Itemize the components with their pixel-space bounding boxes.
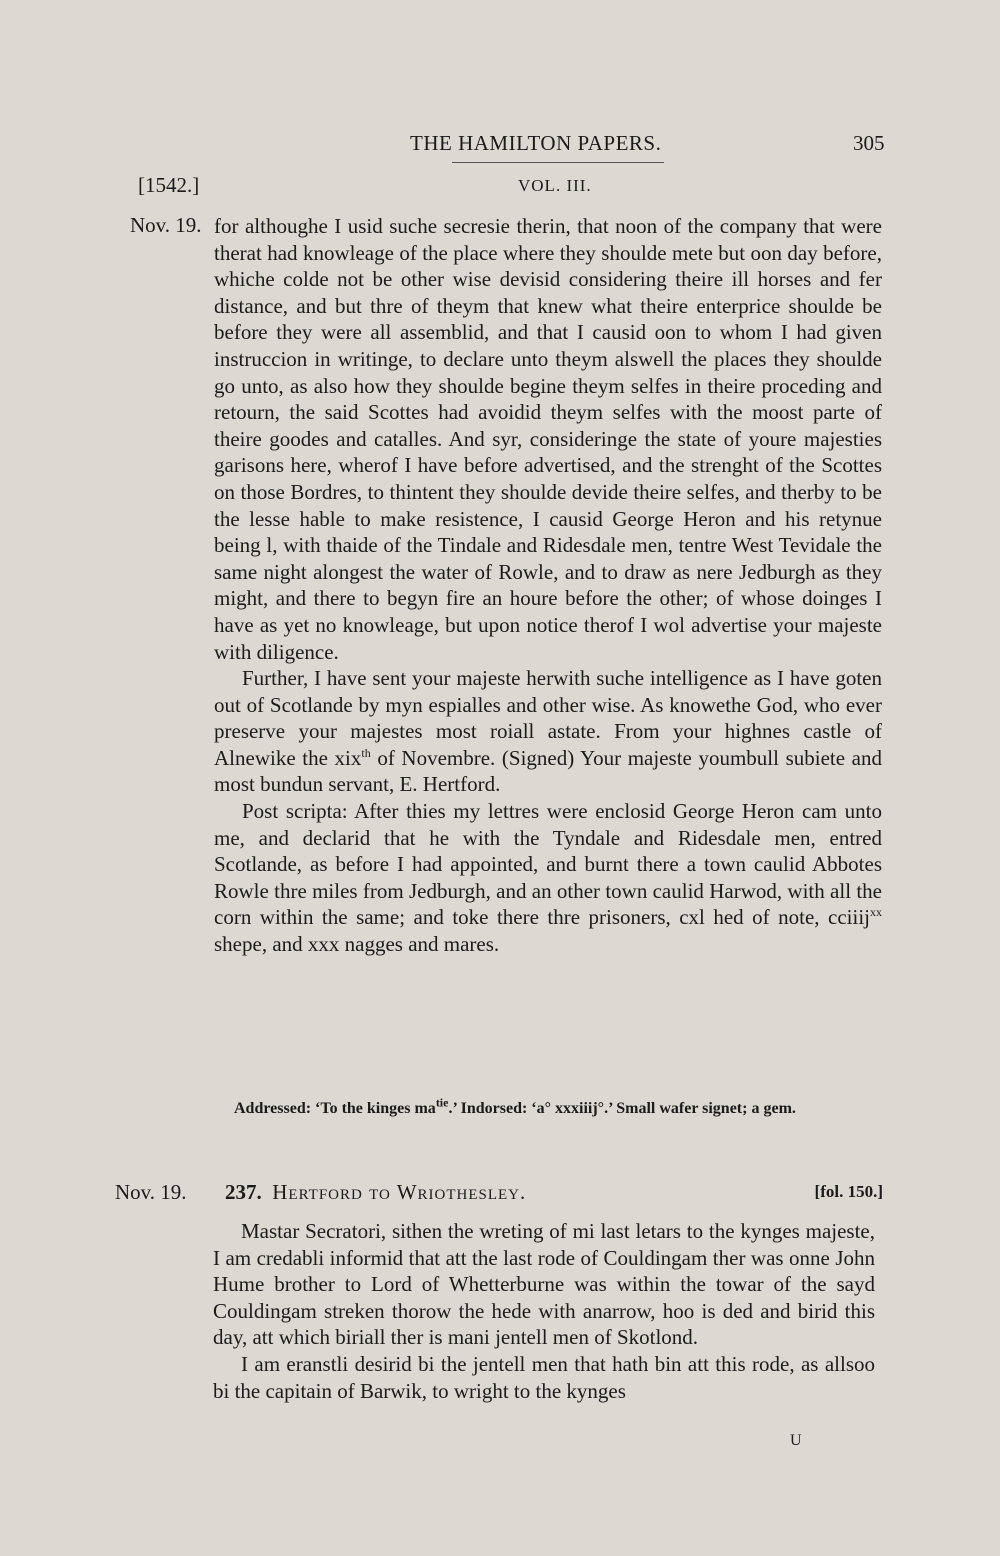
- postscript-paragraph: Post scripta: After thies my lettres were enclosid George Heron cam unto me, and declarid that he with the Tyndale and Ridesdale men, entred Scotlande, as before I had appointed, and burnt there a town caulid Abbotes Rowle thre miles from Jedburgh, and an other town caulid Harwod, with all the corn within the same; and toke there thre prisoners, cxl hed of note, cciiij$^{xx}$ shepe, and xxx nagges and mares.: [214, 799, 882, 957]
- paragraph: for althoughe I usid suche secresie therin, that noon of the company that were therat had knowleage of the place where they shoulde mete but oon day before, whiche colde not be other wise devisid considering theire ill horses and fer distance, and but thre of theym that knew what theire enterprice shoulde be before they were all assemblid, and that I causid oon to whom I had given instruccion in writinge, to declare unto theym alswell the places they shoulde go unto, as also how they shoulde begine theym selfes in theire proceding and retourn, the said Scottes had avoidid theym selfes with the moost parte of theire goodes and catalles. And syr, consideringe the state of youre majesties garisons here, wherof I have before advertised, and the strenght of the Scottes on those Bordres, to thintent they shoulde devide theire selfes, and therby to be the lesse hable to make resistence, I causid George Heron and his retynue being l, with thaide of the Tindale and Ridesdale men, tentre West Tevidale the same night alongest the water of Rowle, and to draw as nere Jedburgh as they might, and there to begyn fire an houre before the other; of whose doinges I have as yet no knowleage, but upon notice therof I wol advertise your majeste with diligence.: [214, 214, 882, 664]
- paragraph: Further, I have sent your majeste herwith suche intelligence as I have goten out of Scotlande by myn espialles and other wise. As knowethe God, who ever preserve your majestes most roiall astate. From your highnes castle of Alnewike the xix$^{th}$ of Novembre. (Signed) Your majeste youmbull subiete and most bundun servant, E. Hertford.: [214, 666, 882, 797]
- endorsement-note: Addressed: ‘To the kinges $ma^{tie}$.’ Indorsed: ‘a° xxxiiij°.’ Small wafer signet; a gem.: [234, 1095, 796, 1117]
- entry-title: 237. Hertford to Wriothesley.: [225, 1180, 527, 1204]
- entry-date: Nov. 19.: [115, 1180, 187, 1204]
- letter-body: [213, 1218, 875, 1404]
- margin-date: Nov. 19.: [130, 213, 202, 237]
- year-label: [1542.]: [138, 173, 200, 197]
- folio-reference: [fol. 150.]: [814, 1182, 883, 1201]
- running-title: THE HAMILTON PAPERS.: [410, 131, 662, 155]
- volume-label: VOL. III.: [518, 176, 592, 195]
- paragraph: I am eranstli desirid bi the jentell men that hath bin att this rode, as allsoo bi the capitain of Barwik, to wright to the kynges: [213, 1351, 875, 1403]
- paragraph: Mastar Secratori, sithen the wreting of mi last letars to the kynges majeste, I am credabli informid that att the last rode of Couldingam ther was onne John Hume brother to Lord of Whetterburne was within the towar of the sayd Couldingam streken thorow the hede with anarrow, hoo is ded and birid this day, att which biriall ther is mani jentell men of Skotlond.: [213, 1219, 875, 1350]
- page-number: 305: [853, 131, 885, 155]
- header-rule: [452, 162, 664, 163]
- letter-continuation: [214, 213, 882, 958]
- signature-mark: U: [790, 1432, 802, 1449]
